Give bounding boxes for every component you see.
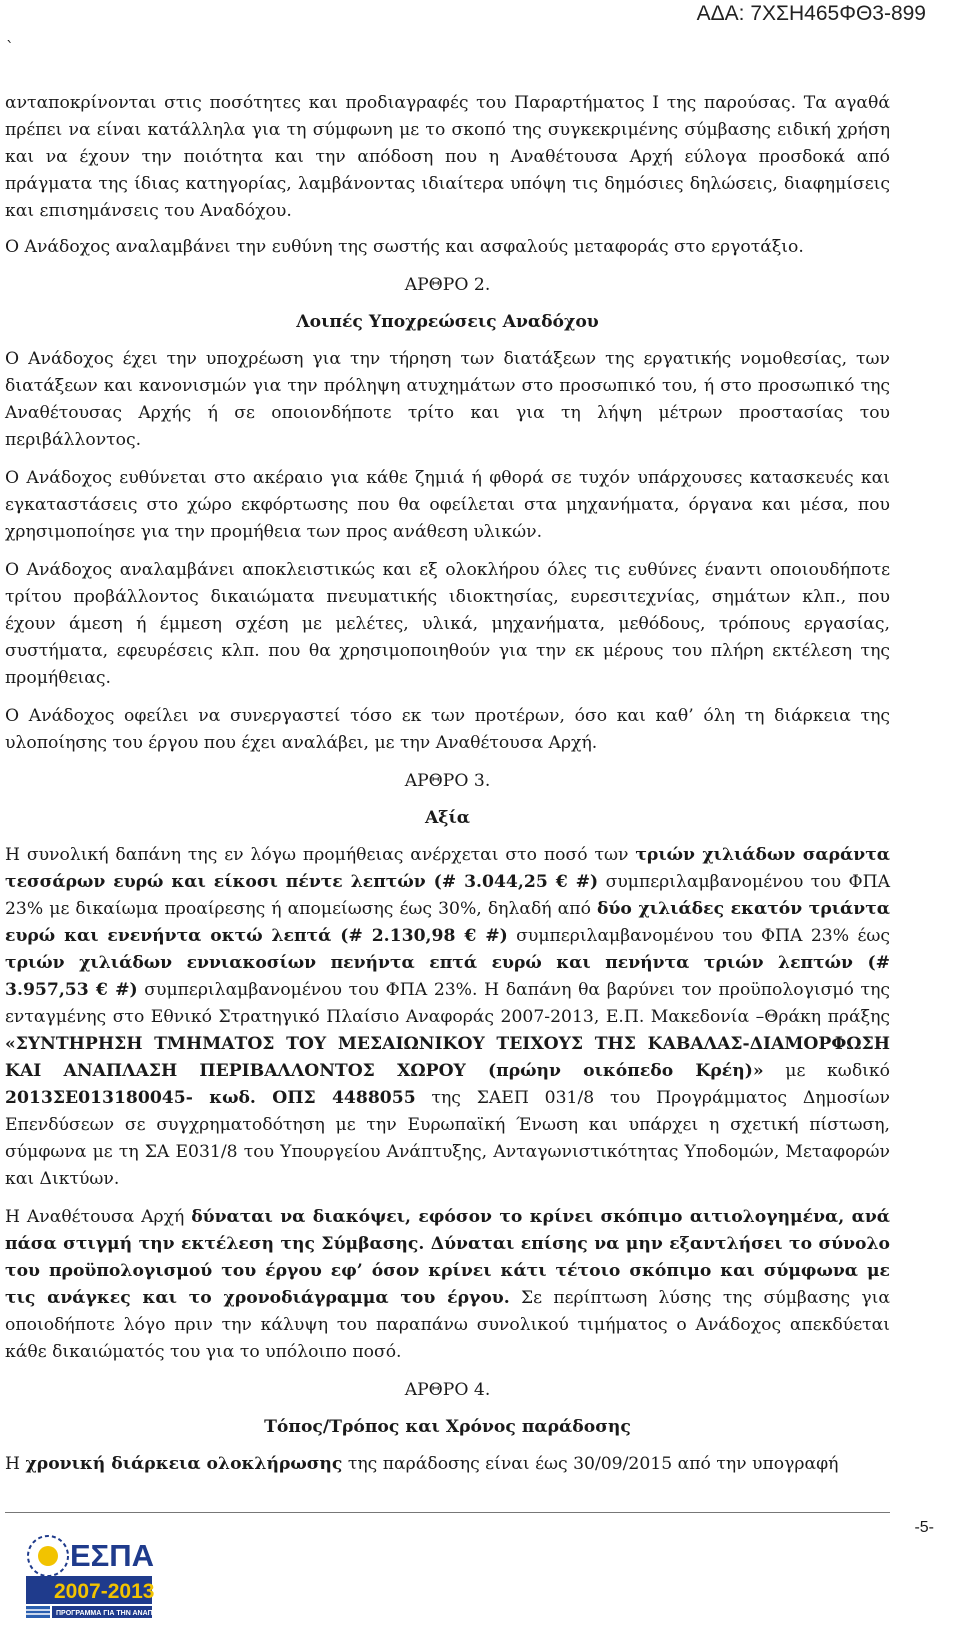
bold-run: τριών χιλιάδων σαράντα τεσσάρων ευρώ και είκοσι πέντε λεπτών (# 3.044,25 € #) [5, 845, 890, 892]
bold-run: δύναται να διακόψει, εφόσον το κρίνει σκόπιμο αιτιολογημένα, ανά πάσα στιγμή την εκτέλεση της Σύμβασης. Δύναται επίσης να μην εξαντλήσει το σύνολο του προϋπολογισμού του έργου εφ’ όσον κρίνει κάτι τέτοιο σκόπιμο και σύμφωνα με τις ανάγκες και το χρονοδιάγραμμα του έργου. [5, 1207, 890, 1308]
paragraph: Ο Ανάδοχος έχει την υποχρέωση για την τήρηση των διατάξεων της εργατικής νομοθεσίας, των διατάξεων και κανονισμών για την πρόληψη ατυχημάτων στο προσωπικό του, ή στο προσωπικό της Αναθέτουσας Αρχής ή σε οποιονδήποτε τρίτο και για τη λήψη μέτρων προστασίας του περιβάλλοντος. [5, 349, 890, 450]
article-4-subtitle: Τόπος/Τρόπος και Χρόνος παράδοσης [264, 1417, 631, 1437]
paragraph: Ο Ανάδοχος ευθύνεται στο ακέραιο για κάθε ζημιά ή φθορά σε τυχόν υπάρχουσες κατασκευές και εγκαταστάσεις στο χώρο εκφόρτωσης που θα οφείλεται στα μηχανήματα, όργανα και μέσα, που χρησιμοποίησε για την προμήθεια των προς ανάθεση υλικών. [5, 468, 890, 542]
paragraph: Ο Ανάδοχος αναλαμβάνει την ευθύνη της σωστής και ασφαλούς μεταφοράς στο εργοτάξιο. [5, 237, 804, 257]
article-2-subtitle: Λοιπές Υποχρεώσεις Αναδόχου [296, 312, 599, 332]
footer-divider [5, 1512, 890, 1513]
bold-run: χρονική διάρκεια ολοκλήρωσης [25, 1454, 343, 1474]
text-run: της παράδοσης είναι έως 30/09/2015 από την υπογραφή [342, 1454, 839, 1474]
logo-years: 2007-2013 [54, 1580, 155, 1603]
bold-run: δύο χιλιάδες εκατόν τριάντα ευρώ και ενενήντα οκτώ λεπτά (# 2.130,98 € #) [5, 899, 891, 946]
bold-run: 2013ΣΕ013180045- κωδ. ΟΠΣ 4488055 [5, 1088, 416, 1108]
text-run: συμπεριλαμβανομένου του ΦΠΑ 23%. Η δαπάνη θα βαρύνει τον προϋπολογισμό της ενταγμένης στο Εθνικό Στρατηγικό Πλαίσιο Αναφοράς 2007-2013, Ε.Π. Μακεδονία –Θράκη πράξης [5, 980, 890, 1027]
text-run: Η συνολική δαπάνη της εν λόγω προμήθειας ανέρχεται στο ποσό των [5, 845, 636, 865]
article-2-title: ΑΡΘΡΟ 2. [404, 275, 491, 295]
text-run: με κωδικό [763, 1061, 890, 1081]
page-number: -5- [914, 1519, 934, 1536]
paragraph-termination [5, 1204, 890, 1366]
article-3-subtitle: Αξία [424, 808, 471, 828]
article-4-title: ΑΡΘΡΟ 4. [404, 1380, 491, 1400]
paragraph-value [5, 842, 890, 1193]
text-run: συμπεριλαμβανομένου του ΦΠΑ 23% έως [507, 926, 890, 946]
text-run: Σε περίπτωση λύσης της σύμβασης για οποιοδήποτε λόγο πριν την κάλυψη του παραπάνω συνολικού τιμήματος ο Ανάδοχος απεκδύεται κάθε δικαιώματός του για το υπόλοιπο ποσό. [5, 1288, 890, 1362]
bold-run: τριών χιλιάδων εννιακοσίων πενήντα επτά ευρώ και πενήντα τριών λεπτών (# 3.957,53 € #) [5, 953, 890, 1000]
paragraph: Ο Ανάδοχος οφείλει να συνεργαστεί τόσο εκ των προτέρων, όσο και καθ’ όλη τη διάρκεια της υλοποίησης του έργου που έχει αναλάβει, με την Αναθέτουσα Αρχή. [5, 706, 890, 753]
text-run: Η Αναθέτουσα Αρχή [5, 1207, 192, 1227]
text-run: Η [5, 1454, 26, 1474]
article-3-title: ΑΡΘΡΟ 3. [404, 771, 491, 791]
flag-icon [26, 1606, 50, 1618]
paragraph: ανταποκρίνονται στις ποσότητες και προδιαγραφές του Παραρτήματος Ι της παρούσας. Τα αγαθά πρέπει να είναι κατάλληλα για τη σύμφωνη με το σκοπό της συγκεκριμένης σύμβασης ειδική χρήση και να έχουν την ποιότητα και την απόδοση που η Αναθέτουσα Αρχή εύλογα προσδοκά από πράγματα της ίδιας κατηγορίας, λαμβάνοντας ιδιαίτερα υπόψη τις δημόσιες δηλώσεις, διαφημίσεις και επισημάνσεις του Αναδόχου. [5, 93, 890, 221]
ada-code: ΑΔΑ: 7ΧΣΗ465ΦΘ3-899 [696, 2, 926, 25]
page-mark: ` [6, 38, 14, 57]
logo-emblem [28, 1536, 68, 1576]
paragraph: Ο Ανάδοχος αναλαμβάνει αποκλειστικώς και εξ ολοκλήρου όλες τις ευθύνες έναντι οποιουδήποτε τρίτου προβάλλοντος δικαιώματα πνευματικής ιδιοκτησίας, ευρεσιτεχνίας, σημάτων κλπ., που έχουν άμεση ή έμμεση σχέση με μελέτες, υλικά, μηχανήματα, μεθόδους, τρόπους εργασίας, συστήματα, εφευρέσεις κλπ. που θα χρησιμοποιηθούν για την εκ μέρους του πλήρη εκτέλεση της προμήθειας. [5, 560, 890, 688]
logo-slogan: ΠΡΟΓΡΑΜΜΑ ΓΙΑ ΤΗΝ ΑΝΑΠΤΥΞΗ [56, 1610, 172, 1617]
bold-run: «ΣΥΝΤΗΡΗΣΗ ΤΜΗΜΑΤΟΣ ΤΟΥ ΜΕΣΑΙΩΝΙΚΟΥ ΤΕΙΧΟΥΣ ΤΗΣ ΚΑΒΑΛΑΣ-ΔΙΑΜΟΡΦΩΣΗ ΚΑΙ ΑΝΑΠΛΑΣΗ ΠΕΡΙΒΑΛΛΟΝΤΟΣ ΧΩΡΟΥ (πρώην οικόπεδο Κρέη)» [5, 1034, 890, 1081]
paragraph-delivery [5, 1451, 890, 1478]
document-body [5, 90, 890, 1489]
logo-word: ΕΣΠΑ [70, 1538, 155, 1573]
text-run: συμπεριλαμβανομένου του ΦΠΑ 23% με δικαίωμα προαίρεσης ή απομείωσης έως 30%, δηλαδή από [5, 872, 890, 919]
espa-logo-icon [24, 1528, 172, 1620]
text-run: της ΣΑΕΠ 031/8 του Προγράμματος Δημοσίων Επενδύσεων σε συγχρηματοδότηση με την Ευρωπαϊκή Ένωση και υπάρχει η σχετική πίστωση, σύμφωνα με τη ΣΑ Ε031/8 του Υπουργείου Ανάπτυξης, Ανταγωνιστικότητας Υποδομών, Μεταφορών και Δικτύων. [5, 1088, 890, 1189]
